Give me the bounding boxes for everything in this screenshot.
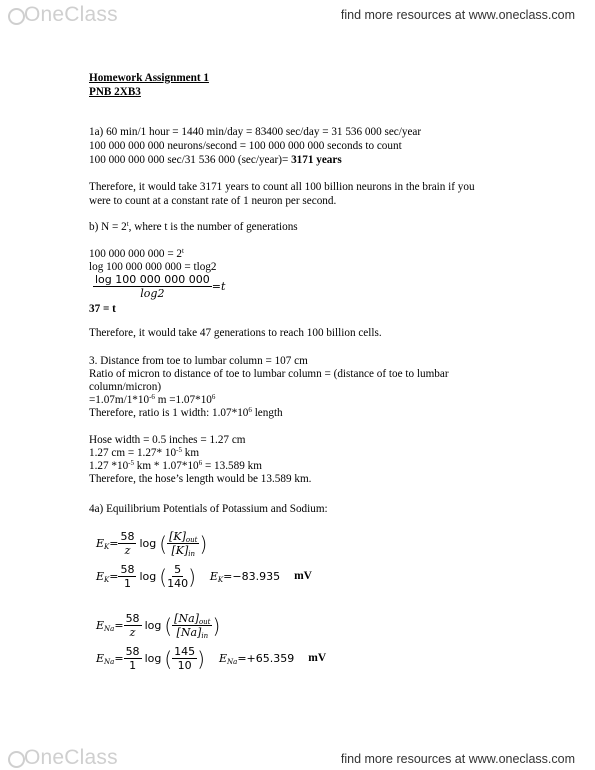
eq-ek-numeric-coef-den: 1 <box>123 577 131 590</box>
q3-hose-2-b: km <box>181 447 200 459</box>
eq-ena-numeric-e: E <box>96 651 105 665</box>
q1b-conclusion: Therefore, it would take 47 generations to reach 100 billion cells. <box>89 327 382 339</box>
eq-ena-general-coef-den: z <box>129 626 136 639</box>
eq-ek-general-lhs <box>96 537 109 551</box>
eq-ek-general-coef-den: z <box>124 544 131 557</box>
q3-line-4-b: m =1.07*10 <box>154 394 212 406</box>
eq-ek-general-ion-out: K <box>173 530 182 543</box>
eq-ek-general-equals: = <box>109 536 119 550</box>
q1b-exponent: t <box>126 220 129 228</box>
eq-ena-general-ratio-num: $[Na]_{out}$ <box>174 612 211 626</box>
eq-ek-numeric-rparen: ) <box>188 564 196 589</box>
eq-ek-general-out: out <box>185 536 198 544</box>
q1b-result: 37 = t <box>89 303 116 315</box>
eq-ena-numeric-coef <box>124 645 142 672</box>
eq-ena-general-ratio-den: $[Na]_{in}$ <box>176 626 209 640</box>
eq-ek-numeric-equals: = <box>109 569 119 583</box>
eq-ena-general-lhs <box>96 619 114 633</box>
eq-ek-result-unit: mV <box>294 569 312 582</box>
eq-ek-general-ratio-den: $[K]_{in}$ <box>171 544 196 558</box>
eq-ek-numeric-e: E <box>96 569 105 583</box>
q3-hose-3-exp1: -5 <box>128 459 134 467</box>
eq-ek-general-lparen: ( <box>159 531 168 556</box>
q1b-intro-text: b) N = 2 <box>89 221 127 233</box>
eq-ena-numeric-equals: = <box>114 651 124 665</box>
q3-hose-4: Therefore, the hose’s length would be 13.589 km. <box>89 473 312 485</box>
q1b-eq-1-exponent: t <box>182 247 184 255</box>
eq-ena-numeric-rparen: ) <box>197 646 205 671</box>
q1a-conclusion-1: Therefore, it would take 3171 years to count all 100 billion neurons in the brain if you <box>89 181 475 193</box>
eq-ena-general-lparen: ( <box>164 613 173 638</box>
q3-line-4-exp1: -6 <box>149 393 155 401</box>
eq-ek-general-ion-in: K <box>175 544 184 557</box>
q3-hose-2 <box>89 447 199 461</box>
eq-ena-numeric-coef-den: 1 <box>129 659 137 672</box>
eq-ena-general <box>96 612 220 639</box>
eq-ena-numeric-lhs <box>96 652 114 666</box>
q1a-line-2: 100 000 000 000 neurons/second = 100 000 000 000 seconds to count <box>89 140 402 152</box>
eq-ek-general <box>96 530 207 557</box>
eq-ek-numeric-coef <box>118 563 136 590</box>
eq-ena-numeric-coef-num: 58 <box>125 645 140 658</box>
eq-ek-general-rparen: ) <box>199 531 208 556</box>
eq-ena-result-e: E <box>218 651 227 665</box>
q1b-fraction-rhs: =t <box>211 279 226 293</box>
q3-hose-3-c: = 13.589 km <box>202 460 262 472</box>
q3-line-5-b: length <box>251 407 283 419</box>
eq-ek-numeric-lhs <box>96 570 109 584</box>
oneclass-logo-footer[interactable] <box>8 746 118 770</box>
q1b-intro-rest: , where t is the number of generations <box>128 221 298 233</box>
q3-line-4 <box>89 394 215 408</box>
q1b-eq-1-text: 100 000 000 000 = 2 <box>89 248 183 260</box>
eq-ek-numeric-ratio-num: 5 <box>174 563 182 576</box>
eq-ek-result-value: =−83.935 <box>223 569 281 583</box>
eq-ena-numeric-log: log <box>144 651 162 665</box>
q3-hose-1: Hose width = 0.5 inches = 1.27 cm <box>89 434 246 446</box>
eq-ek-numeric <box>96 563 312 590</box>
eq-ek-numeric-ratio-den: 140 <box>167 577 189 590</box>
eq-ena-general-ion-out: Na <box>178 612 195 625</box>
eq-ena-general-ratio <box>172 612 212 639</box>
q3-hose-3-a: 1.27 *10 <box>89 460 129 472</box>
q3-line-2: Ratio of micron to distance of toe to lumbar column = (distance of toe to lumbar <box>89 368 449 380</box>
q1b-eq-1 <box>89 248 184 262</box>
eq-ena-numeric-ratio-den: 10 <box>177 659 192 672</box>
logo-text-footer: OneClass <box>24 746 118 769</box>
eq-ek-general-e: E <box>96 536 105 550</box>
q1b-eq-2: log 100 000 000 000 = tlog2 <box>89 261 217 273</box>
q3-hose-3 <box>89 460 262 474</box>
q1b-fraction-equation <box>93 273 225 300</box>
q3-line-5-a: Therefore, ratio is 1 width: 1.07*10 <box>89 407 249 419</box>
eq-ena-general-coef-num: 58 <box>125 612 140 625</box>
q1b-fraction-numerator: log 100 000 000 000 <box>95 273 210 286</box>
q3-line-5-exp: 6 <box>248 406 252 414</box>
eq-ek-numeric-log: log <box>139 569 157 583</box>
eq-ek-result-e: E <box>209 569 218 583</box>
logo-ring-icon <box>8 8 25 25</box>
top-banner <box>0 0 595 28</box>
q1a-answer: 3171 years <box>291 154 342 166</box>
eq-ena-general-rparen: ) <box>212 613 221 638</box>
q1b-fraction <box>93 273 212 300</box>
eq-ena-numeric <box>96 645 326 672</box>
find-more-link-footer[interactable]: find more resources at www.oneclass.com <box>340 752 575 766</box>
q3-line-5 <box>89 407 283 421</box>
eq-ek-result-lhs <box>210 570 223 584</box>
eq-ena-result-sub: Na <box>227 657 238 666</box>
eq-ena-result-unit: mV <box>308 651 327 664</box>
course-code: PNB 2XB3 <box>89 86 141 98</box>
doc-title: Homework Assignment 1 <box>89 72 209 84</box>
q3-line-1: 3. Distance from toe to lumbar column = 107 cm <box>89 355 308 367</box>
eq-ena-result-lhs <box>219 652 237 666</box>
eq-ena-general-out: out <box>198 618 211 626</box>
q1a-line-1: 1a) 60 min/1 hour = 1440 min/day = 83400 sec/day = 31 536 000 sec/year <box>89 126 422 138</box>
q3-hose-2-exp: -5 <box>176 446 182 454</box>
q1a-line-3-text: 100 000 000 000 sec/31 536 000 (sec/year)= <box>89 154 292 166</box>
find-more-link[interactable]: find more resources at www.oneclass.com <box>340 8 575 22</box>
eq-ek-result-sub: K <box>217 575 224 584</box>
q3-hose-2-a: 1.27 cm = 1.27* 10 <box>89 447 177 459</box>
eq-ek-general-ratio-num: $[K]_{out}$ <box>169 530 198 544</box>
logo-text: OneClass <box>24 3 118 26</box>
logo-ring-icon <box>8 751 25 768</box>
q3-line-4-a: =1.07m/1*10 <box>89 394 150 406</box>
eq-ena-general-ion-in: Na <box>180 626 198 639</box>
eq-ena-general-coef <box>124 612 142 639</box>
eq-ek-numeric-lparen: ( <box>159 564 168 589</box>
eq-ek-general-ratio <box>167 530 199 557</box>
eq-ena-numeric-lparen: ( <box>164 646 173 671</box>
q4a-title: 4a) Equilibrium Potentials of Potassium and Sodium: <box>89 503 328 515</box>
eq-ek-general-sub: K <box>104 542 110 551</box>
eq-ena-general-in: in <box>201 632 209 640</box>
q1a-conclusion-2: were to count at a constant rate of 1 neuron per second. <box>89 195 337 207</box>
eq-ek-general-coef <box>118 530 136 557</box>
q3-line-4-exp2: 6 <box>211 393 216 401</box>
eq-ena-numeric-ratio-num: 145 <box>174 645 196 658</box>
bottom-banner <box>0 740 595 770</box>
eq-ena-general-sub: Na <box>104 624 115 633</box>
oneclass-logo[interactable] <box>8 3 118 27</box>
eq-ek-numeric-ratio <box>167 563 188 590</box>
q1b-intro <box>89 221 298 235</box>
eq-ena-result-value: =+65.359 <box>237 651 295 665</box>
q3-hose-3-b: km * 1.07*10 <box>134 460 199 472</box>
eq-ek-general-in: in <box>188 550 196 558</box>
eq-ena-general-e: E <box>96 618 105 632</box>
q1b-fraction-denominator: log2 <box>140 287 165 300</box>
q1a-line-3 <box>89 154 342 168</box>
eq-ena-general-equals: = <box>114 618 124 632</box>
eq-ek-general-log: log <box>139 536 157 550</box>
eq-ek-numeric-sub: K <box>104 575 110 584</box>
q3-hose-3-exp2: 6 <box>198 459 203 467</box>
q3-line-3: column/micron) <box>89 381 162 393</box>
eq-ena-numeric-sub: Na <box>104 657 115 666</box>
eq-ena-general-log: log <box>144 618 162 632</box>
eq-ek-numeric-coef-num: 58 <box>120 563 135 576</box>
eq-ek-general-coef-num: 58 <box>120 530 135 543</box>
eq-ena-numeric-ratio <box>172 645 197 672</box>
